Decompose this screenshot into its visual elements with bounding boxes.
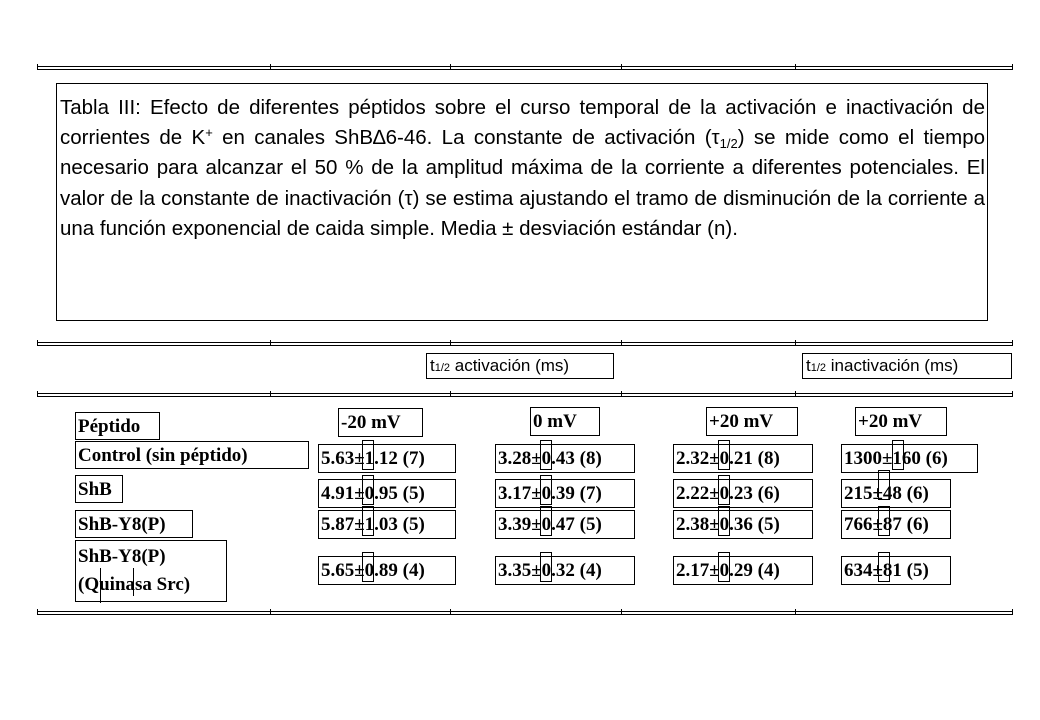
caption-text: en canales ShB [212, 126, 374, 150]
table-cell: 3.28±0.43 (8) [495, 444, 635, 473]
tau-symbol: τ [404, 186, 413, 210]
row-label-shb-y8p: ShB-Y8(P) [75, 510, 193, 538]
table-caption [56, 83, 988, 321]
tick [270, 340, 276, 345]
tick [37, 391, 43, 396]
tick [450, 391, 456, 396]
table-cell: 4.91±0.95 (5) [318, 479, 456, 508]
table-cell: 3.35±0.32 (4) [495, 556, 635, 585]
row-label-line: (Quinasa Src) [78, 574, 191, 595]
column-header-0mv: 0 mV [530, 407, 600, 436]
row-label-shb: ShB [75, 475, 123, 503]
tick [450, 64, 456, 69]
row-label-control: Control (sin péptido) [75, 441, 309, 469]
table-cell: 5.87±1.03 (5) [318, 510, 456, 539]
column-header-minus20mv: -20 mV [338, 408, 423, 437]
plus-minus-box [718, 506, 730, 536]
caption-text: Tabla III: Efecto de diferentes péptidos sobre el curso temporal de la activación e inactivación de corrientes de K [60, 96, 985, 150]
plus-minus-box [878, 470, 890, 500]
inactivation-header: t1/2 inactivación (ms) [802, 353, 1012, 379]
tick [450, 340, 456, 345]
table-cell: 3.39±0.47 (5) [495, 510, 635, 539]
tick [37, 64, 43, 69]
delta-symbol: ∆ [373, 126, 386, 150]
top-rule-2 [37, 69, 1013, 70]
tau-symbol: τ [711, 126, 720, 150]
column-header-plus20mv-inact: +20 mV [855, 407, 947, 436]
plus-minus-box [362, 475, 374, 505]
tick [1012, 340, 1018, 345]
mid-rule-2 [37, 345, 1013, 346]
bracket-mark [133, 568, 134, 596]
tick [270, 391, 276, 396]
table-cell: 215±48 (6) [841, 479, 951, 508]
tick [1012, 609, 1018, 614]
row-label-shb-y8p-src [75, 540, 227, 602]
tick [621, 64, 627, 69]
plus-minus-box [878, 506, 890, 536]
table-cell: 3.17±0.39 (7) [495, 479, 635, 508]
table-cell: 1300±160 (6) [841, 444, 978, 473]
tick [795, 340, 801, 345]
table-cell: 2.17±0.29 (4) [673, 556, 813, 585]
table-cell: 634±81 (5) [841, 556, 951, 585]
header-rule [37, 393, 1013, 394]
table-cell: 766±87 (6) [841, 510, 951, 539]
tick [37, 340, 43, 345]
table-cell: 2.32±0.21 (8) [673, 444, 813, 473]
tick [450, 609, 456, 614]
table-cell: 2.38±0.36 (5) [673, 510, 813, 539]
top-rule [37, 66, 1013, 67]
peptide-column-header: Péptido [75, 412, 160, 440]
tick [1012, 391, 1018, 396]
bottom-rule-2 [37, 614, 1013, 615]
tick [621, 609, 627, 614]
column-header-plus20mv: +20 mV [706, 407, 798, 436]
tick [1012, 64, 1018, 69]
plus-minus-box [878, 552, 890, 582]
plus-minus-box [540, 440, 552, 470]
activation-header: t1/2 activación (ms) [426, 353, 614, 379]
table-cell: 5.65±0.89 (4) [318, 556, 456, 585]
plus-minus-symbol: ± [502, 216, 514, 240]
tick [795, 391, 801, 396]
bottom-rule [37, 611, 1013, 612]
plus-minus-box [540, 475, 552, 505]
caption-text: ) se mide como el tiempo necesario para alcanzar el 50 % de la amplitud máxima de la corriente a diferentes potenciales. El valor de la constante de inactivación ( [60, 126, 985, 210]
tick [795, 609, 801, 614]
row-label-line: ShB-Y8(P) [78, 546, 166, 567]
tick [37, 609, 43, 614]
tick [270, 609, 276, 614]
plus-minus-box [718, 475, 730, 505]
plus-minus-box [718, 552, 730, 582]
plus-minus-box [540, 552, 552, 582]
tick [621, 391, 627, 396]
caption-text: ) se estima ajustando el tramo de disminución de la corriente a una función exponencial de caida simple. Media [60, 186, 985, 240]
tick [621, 340, 627, 345]
plus-minus-box [540, 506, 552, 536]
tick [795, 64, 801, 69]
caption-superscript: + [205, 125, 213, 141]
bracket-mark [100, 568, 101, 603]
plus-minus-box [362, 440, 374, 470]
plus-minus-box [892, 440, 904, 470]
mid-rule [37, 342, 1013, 343]
caption-subscript: 1/2 [719, 136, 738, 152]
plus-minus-box [718, 440, 730, 470]
table-cell: 2.22±0.23 (6) [673, 479, 813, 508]
plus-minus-box [362, 552, 374, 582]
header-rule-2 [37, 396, 1013, 397]
plus-minus-box [362, 506, 374, 536]
table-cell: 5.63±1.12 (7) [318, 444, 456, 473]
tick [270, 64, 276, 69]
caption-text: 6-46. La constante de activación ( [385, 126, 712, 150]
caption-text: desviación estándar (n). [513, 216, 738, 240]
